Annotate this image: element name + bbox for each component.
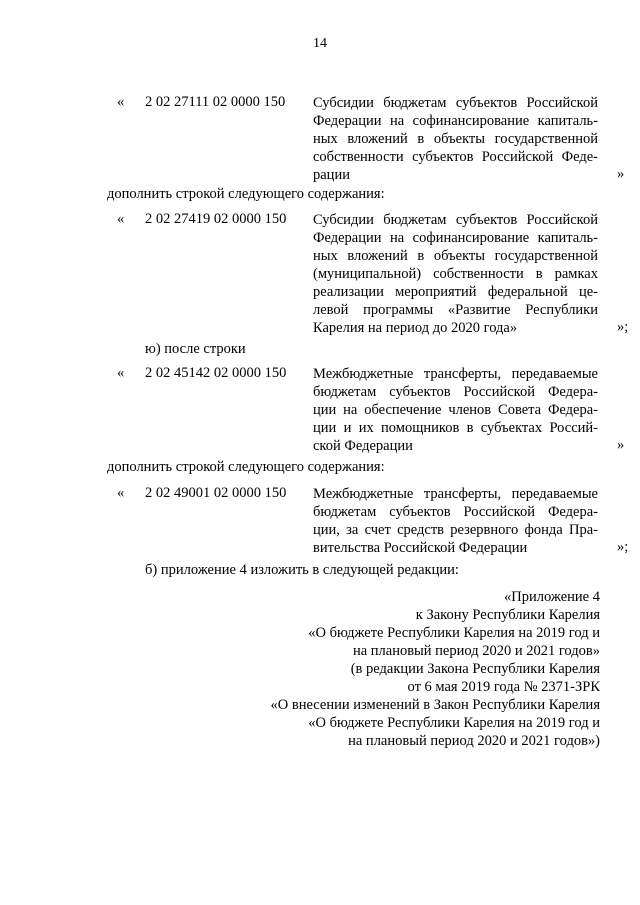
budget-description bbox=[313, 365, 598, 455]
description-line: ции и их помощников в субъектах Россий- bbox=[313, 420, 598, 436]
open-quote: « bbox=[117, 485, 125, 501]
description-line: рации bbox=[313, 167, 350, 183]
description-line: ции, за счет средств резервного фонда Пра- bbox=[313, 522, 598, 538]
description-line: ных вложений в объекты государственной bbox=[313, 131, 598, 147]
description-line: ции на обеспечение членов Совета Федера- bbox=[313, 402, 598, 418]
description-line: Карелия на период до 2020 года» bbox=[313, 320, 518, 336]
close-quote: »; bbox=[617, 319, 629, 335]
instruction-text: дополнить строкой следующего содержания: bbox=[107, 186, 385, 202]
description-line: Федерации на софинансирование капиталь- bbox=[313, 230, 598, 246]
description-line: бюджетам субъектов Российской Федера- bbox=[313, 384, 598, 400]
open-quote: « bbox=[117, 94, 125, 110]
open-quote: « bbox=[117, 365, 125, 381]
appendix-line: (в редакции Закона Республики Карелия bbox=[350, 661, 600, 677]
instruction-text: б) приложение 4 изложить в следующей редакции: bbox=[145, 562, 459, 578]
appendix-line: «Приложение 4 bbox=[504, 589, 600, 605]
description-line: ской Федерации bbox=[313, 438, 413, 454]
budget-description bbox=[313, 94, 598, 184]
description-line: Межбюджетные трансферты, передаваемые bbox=[313, 486, 598, 502]
budget-code: 2 02 27419 02 0000 150 bbox=[145, 211, 287, 227]
description-line: Субсидии бюджетам субъектов Российской bbox=[313, 212, 598, 228]
description-line: Субсидии бюджетам субъектов Российской bbox=[313, 95, 598, 111]
close-quote: »; bbox=[617, 539, 629, 555]
appendix-line: «О бюджете Республики Карелия на 2019 год и bbox=[308, 625, 600, 641]
close-quote: » bbox=[617, 166, 625, 182]
appendix-line: к Закону Республики Карелия bbox=[415, 607, 600, 623]
appendix-line: от 6 мая 2019 года № 2371-ЗРК bbox=[407, 679, 600, 695]
description-line: Межбюджетные трансферты, передаваемые bbox=[313, 366, 598, 382]
appendix-line: «О бюджете Республики Карелия на 2019 год и bbox=[308, 715, 600, 731]
instruction-text: ю) после строки bbox=[145, 341, 246, 357]
appendix-line: на плановый период 2020 и 2021 годов») bbox=[348, 733, 600, 749]
open-quote: « bbox=[117, 211, 125, 227]
budget-description bbox=[313, 485, 598, 557]
description-line: левой программы «Развитие Республики bbox=[313, 302, 598, 318]
description-line: ных вложений в объекты государственной bbox=[313, 248, 598, 264]
description-line: вительства Российской Федерации bbox=[313, 540, 528, 556]
instruction-text: дополнить строкой следующего содержания: bbox=[107, 459, 385, 475]
appendix-line: «О внесении изменений в Закон Республики Карелия bbox=[270, 697, 600, 713]
page-number: 14 bbox=[313, 36, 327, 51]
budget-code: 2 02 49001 02 0000 150 bbox=[145, 485, 287, 501]
description-line: (муниципальной) собственности в рамках bbox=[313, 266, 598, 282]
description-line: собственности субъектов Российской Феде- bbox=[313, 149, 598, 165]
appendix-header bbox=[200, 588, 600, 750]
budget-description bbox=[313, 211, 598, 337]
budget-code: 2 02 27111 02 0000 150 bbox=[145, 94, 286, 110]
budget-code: 2 02 45142 02 0000 150 bbox=[145, 365, 287, 381]
description-line: реализации мероприятий федеральной це- bbox=[313, 284, 598, 300]
description-line: бюджетам субъектов Российской Федера- bbox=[313, 504, 598, 520]
close-quote: » bbox=[617, 437, 625, 453]
appendix-line: на плановый период 2020 и 2021 годов» bbox=[352, 643, 600, 659]
description-line: Федерации на софинансирование капиталь- bbox=[313, 113, 598, 129]
